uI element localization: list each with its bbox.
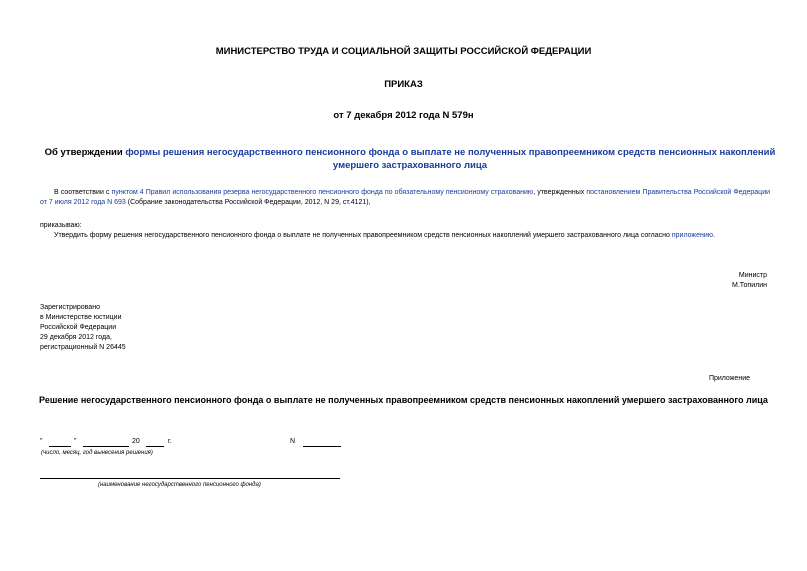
year-blank: [146, 446, 164, 447]
preamble-part3: (Собрание законодательства Российской Федерации, 2012, N 29, ст.4121),: [125, 199, 371, 206]
title-prefix: Об утверждении: [44, 147, 126, 158]
quote-close: ": [74, 438, 77, 445]
order-text-body: Утвердить форму решения негосударственного пенсионного фонда о выплате не полученных правопреемником средств пенсионных накоплений умершего застрахованного лица согласно: [54, 232, 672, 239]
year-suffix: г.: [168, 438, 172, 445]
registration-block: [40, 303, 240, 353]
number-label: N: [290, 438, 296, 445]
signature-name: М.Топилин: [732, 282, 767, 289]
number-blank: [303, 446, 341, 447]
registration-line: 29 декабря 2012 года,: [40, 334, 112, 341]
registration-line: Российской Федерации: [40, 324, 117, 331]
title-form-link[interactable]: формы решения негосударственного пенсионного фонда о выплате не полученных правопреемником средств пенсионных накоплений умершего застрахованного лица: [125, 147, 776, 171]
fund-name-blank: [40, 478, 340, 479]
preamble-part2: , утвержденных: [533, 189, 587, 196]
fund-note: (наименование негосударственного пенсионного фонда): [98, 482, 261, 488]
signature-position: Министр: [738, 272, 767, 279]
preamble-paragraph: [40, 188, 770, 208]
order-text-end: .: [713, 232, 715, 239]
quote-open: ": [40, 438, 43, 445]
government-decree-link[interactable]: постановлением Правительства Российской Федерации от 7 июля 2012 года N 693: [40, 189, 771, 206]
appendix-label: Приложение: [708, 375, 750, 382]
order-title: [30, 146, 790, 172]
rules-link[interactable]: пунктом 4 Правил использования резерва негосударственного пенсионного фонда по обязательному пенсионному страхованию: [111, 189, 534, 196]
ministry-heading: МИНИСТЕРСТВО ТРУДА И СОЦИАЛЬНОЙ ЗАЩИТЫ РОССИЙСКОЙ ФЕДЕРАЦИИ: [215, 46, 592, 57]
month-blank: [83, 446, 129, 447]
appendix-title: Решение негосударственного пенсионного фонда о выплате не полученных правопреемником средств пенсионных накоплений умершего застрахованного лица: [39, 395, 768, 405]
order-text: [54, 231, 715, 241]
registration-line: в Министерстве юстиции: [40, 314, 122, 321]
doc-type-heading: ПРИКАЗ: [384, 79, 423, 90]
year-prefix: 20: [132, 438, 140, 445]
registration-line: регистрационный N 26445: [40, 344, 126, 351]
date-number-heading: от 7 декабря 2012 года N 579н: [333, 110, 474, 121]
appendix-link[interactable]: приложению: [671, 232, 714, 239]
preamble-part1: В соответствии с: [54, 189, 112, 196]
day-blank: [49, 446, 71, 447]
registration-line: Зарегистрировано: [40, 304, 100, 311]
date-note: (число, месяц, год вынесения решения): [41, 450, 153, 456]
prikazyvayu-label: приказываю:: [40, 222, 82, 229]
